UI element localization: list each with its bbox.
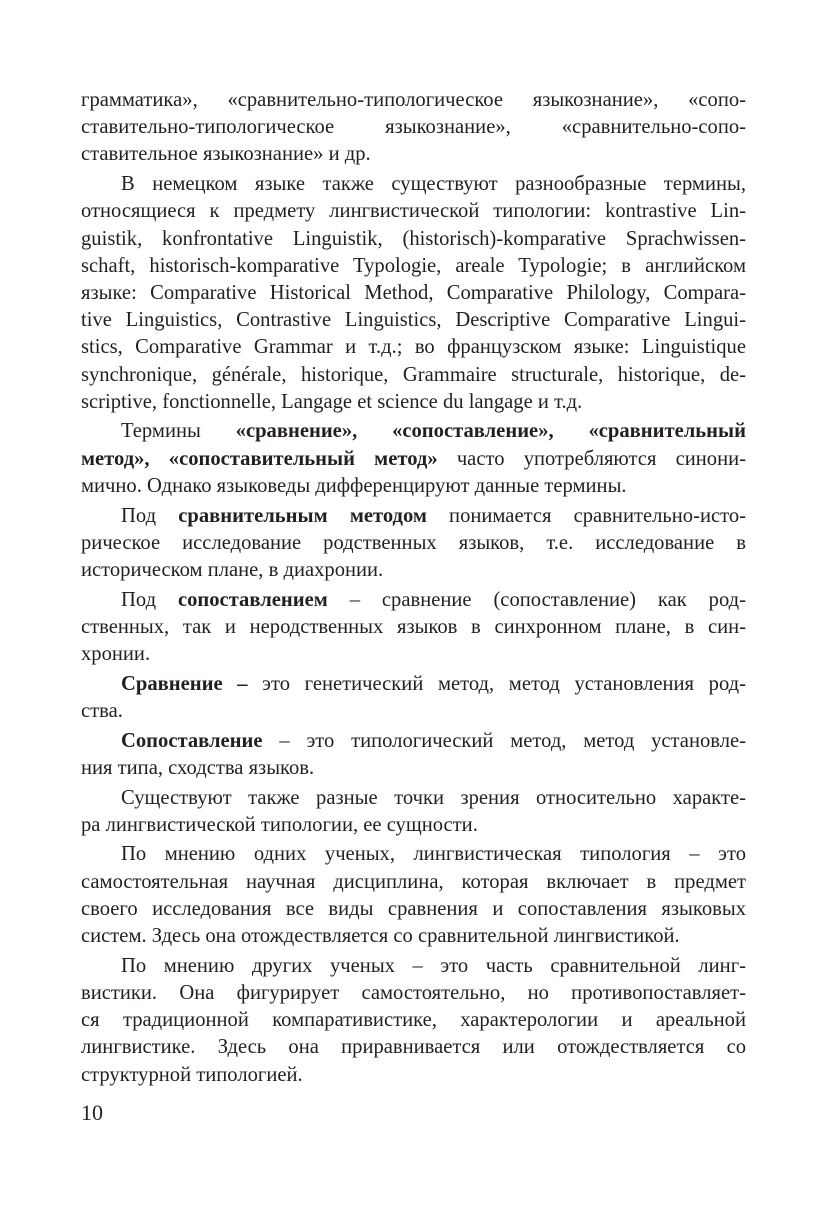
text-line: историческом плане, в диахронии. (81, 558, 384, 581)
text-line: ства. (81, 699, 123, 722)
text-line: вистики. Она фигурирует самостоятельно, но противопоставляет- (81, 982, 746, 1004)
text-line (81, 587, 746, 614)
text-line: ставительное языкознание» и др. (81, 143, 371, 166)
text-run: По мнению одних ученых, лингвистическая типология – это (121, 843, 746, 866)
text-line (81, 841, 746, 868)
text-line (81, 671, 746, 698)
text-line: хронии. (81, 643, 151, 666)
text-line: synchronique, générale, historique, Grammaire structurale, historique, de- (81, 363, 746, 386)
paragraph-5 (81, 587, 746, 669)
bold-term: «сравнение», «сопоставление», «сравнительный (235, 420, 746, 443)
paragraph-2 (81, 171, 746, 416)
text-line: stics, Comparative Grammar и т.д.; во французском языке: Linguistique (81, 336, 746, 359)
paragraph-4 (81, 503, 746, 585)
text-line: ственных, так и неродственных языков в синхронном плане, в син- (81, 615, 746, 638)
bold-term: сопоставлением (177, 588, 328, 611)
text-line: относящиеся к предмету лингвистической типологии: kontrastive Lin- (81, 200, 746, 223)
text-line: scriptive, fonctionnelle, Langage et science du langage и т.д. (81, 390, 583, 413)
paragraph-7 (81, 728, 746, 782)
text-line: ся традиционной компаративистике, характерологии и ареальной (81, 1009, 746, 1032)
text-run: – сравнение (сопоставление) как род- (327, 588, 746, 611)
text-run: Под (121, 588, 178, 611)
text-line: языке: Comparative Historical Method, Comparative Philology, Compara- (81, 281, 746, 304)
text-run: Под (121, 504, 179, 527)
text-run: Существуют также разные точки зрения относительно характе- (121, 786, 746, 809)
text-line (81, 446, 746, 473)
text-line: структурной типологией. (81, 1063, 303, 1086)
text-run: В немецком языке также существуют разнообразные термины, (121, 173, 746, 196)
text-line (81, 171, 746, 198)
page-number: 10 (81, 1100, 103, 1125)
bold-term: сравнительным методом (178, 504, 427, 527)
text-line (81, 785, 746, 812)
text-run: часто употребляются синони- (437, 447, 746, 470)
text-line (81, 953, 746, 980)
paragraph-9 (81, 841, 746, 950)
bold-term: метод», «сопоставительный метод» (81, 447, 438, 470)
text-line: самостоятельная научная дисциплина, которая включает в предмет (81, 870, 746, 893)
text-run: – это типологический метод, метод установле- (262, 729, 746, 752)
text-line: систем. Здесь она отождествляется со сравнительной лингвистикой. (81, 925, 680, 948)
text-line (81, 418, 746, 445)
text-run: понимается сравнительно-исто- (426, 504, 746, 527)
text-line: tive Linguistics, Contrastive Linguistics, Descriptive Comparative Lingui- (81, 309, 746, 332)
paragraph-1 (81, 87, 746, 169)
text-line: ния типа, сходства языков. (81, 756, 315, 779)
text-run: Термины (121, 420, 236, 443)
paragraph-8 (81, 785, 746, 839)
text-line (81, 728, 746, 755)
bold-term: Сопоставление (121, 729, 263, 752)
text-run: По мнению других ученых – это часть сравнительной линг- (121, 954, 746, 977)
text-line: своего исследования все виды сравнения и сопоставления языковых (81, 897, 746, 920)
paragraph-3 (81, 418, 746, 500)
bold-term: Сравнение – (121, 672, 248, 695)
text-line: ставительно-типологическое языкознание», «сравнительно-сопо- (81, 116, 746, 139)
text-line (81, 503, 746, 530)
text-line: мично. Однако языковеды дифференцируют данные термины. (81, 474, 627, 497)
text-line: рическое исследование родственных языков, т.е. исследование в (81, 531, 746, 554)
page-body (81, 87, 746, 1091)
text-line: ра лингвистической типологии, ее сущности. (81, 813, 478, 836)
text-line: лингвистике. Здесь она приравнивается или отождествляется со (81, 1036, 746, 1059)
text-line: schaft, historisch-komparative Typologie, areale Typologie; в английском (81, 254, 746, 277)
text-run: это генетический метод, метод установления род- (247, 672, 746, 695)
paragraph-10 (81, 953, 746, 1089)
paragraph-6 (81, 671, 746, 725)
text-line: guistik, konfrontative Linguistik, (historisch)-komparative Sprachwissen- (81, 227, 746, 250)
text-line: грамматика», «сравнительно-типологическое языкознание», «сопо- (81, 89, 746, 111)
